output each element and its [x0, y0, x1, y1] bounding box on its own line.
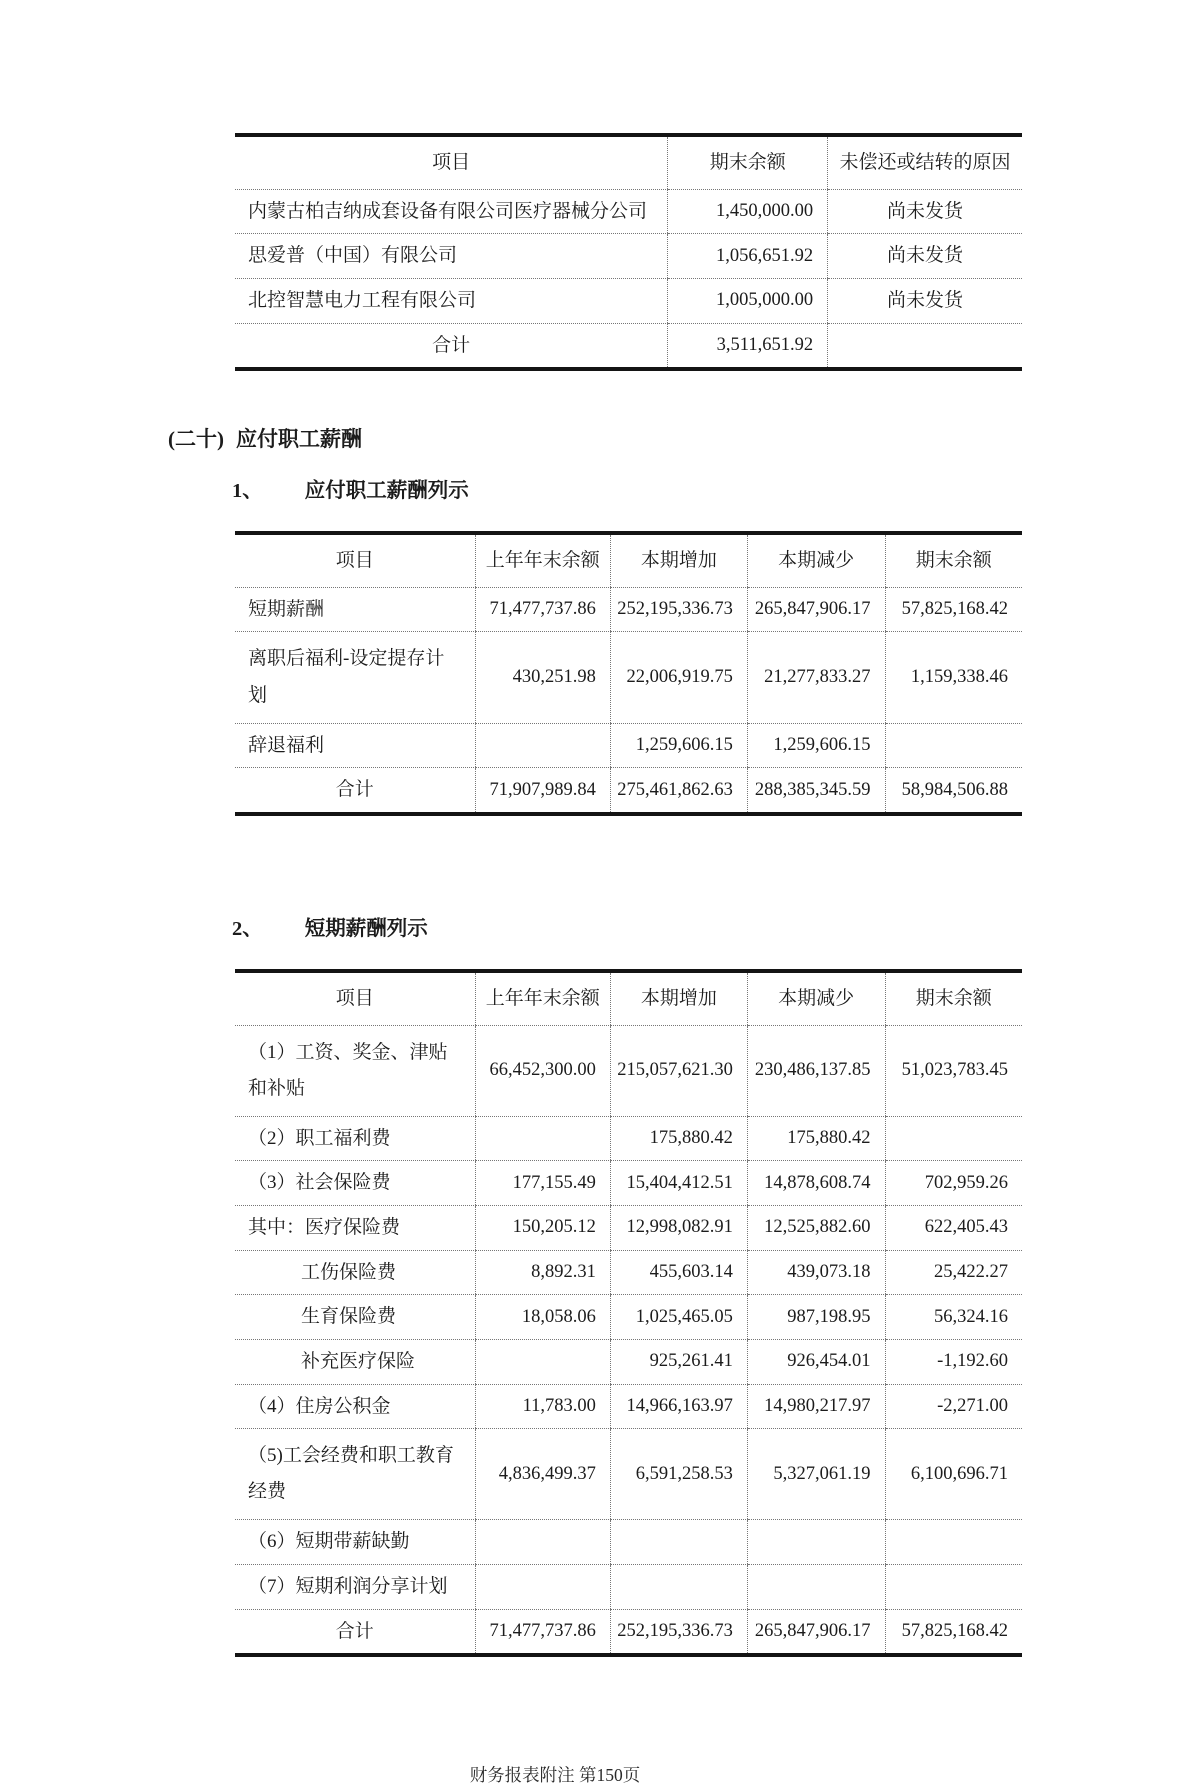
header-row: [235, 533, 1022, 587]
total-row: [235, 768, 1022, 814]
item-cell: 其中：医疗保险费: [235, 1206, 475, 1251]
col-header-item: 项目: [235, 971, 475, 1025]
item-cell: 辞退福利: [235, 723, 475, 768]
total-closing-cell: 57,825,168.42: [885, 1609, 1022, 1655]
closing-cell: 6,100,696.71: [885, 1429, 1022, 1520]
unpaid-advances-table: [235, 133, 1022, 371]
opening-cell: [475, 1520, 610, 1565]
decrease-cell: 21,277,833.27: [747, 632, 885, 723]
table-row: [235, 723, 1022, 768]
col-header-increase: 本期增加: [610, 971, 747, 1025]
closing-cell: -1,192.60: [885, 1339, 1022, 1384]
table-row: [235, 1429, 1022, 1520]
decrease-cell: 230,486,137.85: [747, 1025, 885, 1116]
item-cell: （7）短期利润分享计划: [235, 1565, 475, 1610]
opening-cell: [475, 1116, 610, 1161]
closing-cell: 1,159,338.46: [885, 632, 1022, 723]
closing-cell: [885, 1565, 1022, 1610]
decrease-cell: 5,327,061.19: [747, 1429, 885, 1520]
table-row: [235, 1384, 1022, 1429]
increase-cell: 455,603.14: [610, 1250, 747, 1295]
opening-cell: 18,058.06: [475, 1295, 610, 1340]
reason-cell: 尚未发货: [828, 234, 1022, 279]
section-heading: [168, 423, 1200, 453]
col-header-item: 项目: [235, 135, 668, 189]
item-cell: （4）住房公积金: [235, 1384, 475, 1429]
item-cell: 补充医疗保险: [235, 1339, 475, 1384]
table-row: [235, 189, 1022, 234]
increase-cell: 1,259,606.15: [610, 723, 747, 768]
table-row: [235, 1339, 1022, 1384]
opening-cell: [475, 1565, 610, 1610]
total-row: [235, 1609, 1022, 1655]
table-row: [235, 632, 1022, 723]
total-row: [235, 323, 1022, 369]
decrease-cell: 439,073.18: [747, 1250, 885, 1295]
table-row: [235, 278, 1022, 323]
table-row: [235, 1565, 1022, 1610]
table-row: [235, 1206, 1022, 1251]
increase-cell: 925,261.41: [610, 1339, 747, 1384]
opening-cell: 150,205.12: [475, 1206, 610, 1251]
decrease-cell: 1,259,606.15: [747, 723, 885, 768]
total-reason-cell: [828, 323, 1022, 369]
increase-cell: [610, 1520, 747, 1565]
closing-cell: -2,271.00: [885, 1384, 1022, 1429]
increase-cell: 252,195,336.73: [610, 587, 747, 632]
opening-cell: 4,836,499.37: [475, 1429, 610, 1520]
opening-cell: 66,452,300.00: [475, 1025, 610, 1116]
col-header-decrease: 本期减少: [747, 533, 885, 587]
section-title: 应付职工薪酬: [236, 427, 362, 452]
increase-cell: 12,998,082.91: [610, 1206, 747, 1251]
table-row: [235, 1025, 1022, 1116]
closing-cell: 702,959.26: [885, 1161, 1022, 1206]
closing-cell: [885, 723, 1022, 768]
col-header-item: 项目: [235, 533, 475, 587]
opening-cell: 430,251.98: [475, 632, 610, 723]
col-header-opening: 上年年末余额: [475, 533, 610, 587]
total-label-cell: 合计: [235, 323, 668, 369]
closing-cell: 25,422.27: [885, 1250, 1022, 1295]
header-row: [235, 135, 1022, 189]
increase-cell: 15,404,412.51: [610, 1161, 747, 1206]
opening-cell: 8,892.31: [475, 1250, 610, 1295]
page-footer: 财务报表附注 第150页: [469, 1765, 641, 1786]
payroll-payable-table: [235, 531, 1022, 816]
table-row: [235, 1250, 1022, 1295]
subsection-1-number: 1、: [232, 480, 263, 503]
closing-cell: [885, 1520, 1022, 1565]
total-decrease-cell: 265,847,906.17: [747, 1609, 885, 1655]
table-row: [235, 1295, 1022, 1340]
decrease-cell: 14,878,608.74: [747, 1161, 885, 1206]
table-row: [235, 1520, 1022, 1565]
item-cell: 北控智慧电力工程有限公司: [235, 278, 668, 323]
item-cell: 短期薪酬: [235, 587, 475, 632]
reason-cell: 尚未发货: [828, 189, 1022, 234]
item-cell: （6）短期带薪缺勤: [235, 1520, 475, 1565]
increase-cell: 22,006,919.75: [610, 632, 747, 723]
item-cell: （1）工资、奖金、津贴和补贴: [235, 1025, 475, 1116]
col-header-reason: 未偿还或结转的原因: [828, 135, 1022, 189]
section-number: (二十): [168, 427, 224, 452]
opening-cell: 11,783.00: [475, 1384, 610, 1429]
total-balance-cell: 3,511,651.92: [668, 323, 828, 369]
item-cell: 内蒙古柏吉纳成套设备有限公司医疗器械分公司: [235, 189, 668, 234]
total-label-cell: 合计: [235, 1609, 475, 1655]
balance-cell: 1,005,000.00: [668, 278, 828, 323]
item-cell: 离职后福利-设定提存计划: [235, 632, 475, 723]
table-row: [235, 1116, 1022, 1161]
increase-cell: 14,966,163.97: [610, 1384, 747, 1429]
total-label-cell: 合计: [235, 768, 475, 814]
item-cell: 工伤保险费: [235, 1250, 475, 1295]
balance-cell: 1,450,000.00: [668, 189, 828, 234]
total-closing-cell: 58,984,506.88: [885, 768, 1022, 814]
decrease-cell: 175,880.42: [747, 1116, 885, 1161]
total-increase-cell: 252,195,336.73: [610, 1609, 747, 1655]
decrease-cell: [747, 1520, 885, 1565]
item-cell: （3）社会保险费: [235, 1161, 475, 1206]
subsection-2-number: 2、: [232, 917, 263, 940]
closing-cell: 56,324.16: [885, 1295, 1022, 1340]
opening-cell: 71,477,737.86: [475, 587, 610, 632]
header-row: [235, 971, 1022, 1025]
total-decrease-cell: 288,385,345.59: [747, 768, 885, 814]
item-cell: （5)工会经费和职工教育经费: [235, 1429, 475, 1520]
closing-cell: 51,023,783.45: [885, 1025, 1022, 1116]
reason-cell: 尚未发货: [828, 278, 1022, 323]
opening-cell: 177,155.49: [475, 1161, 610, 1206]
decrease-cell: [747, 1565, 885, 1610]
col-header-ending-balance: 期末余额: [668, 135, 828, 189]
col-header-increase: 本期增加: [610, 533, 747, 587]
increase-cell: 215,057,621.30: [610, 1025, 747, 1116]
closing-cell: 622,405.43: [885, 1206, 1022, 1251]
subsection-1-title: 应付职工薪酬列示: [304, 480, 469, 503]
subsection-1-heading: [232, 473, 1200, 503]
increase-cell: 1,025,465.05: [610, 1295, 747, 1340]
total-increase-cell: 275,461,862.63: [610, 768, 747, 814]
col-header-decrease: 本期减少: [747, 971, 885, 1025]
col-header-closing: 期末余额: [885, 971, 1022, 1025]
item-cell: （2）职工福利费: [235, 1116, 475, 1161]
increase-cell: 6,591,258.53: [610, 1429, 747, 1520]
subsection-2-heading: [232, 911, 1200, 941]
table-row: [235, 234, 1022, 279]
short-term-pay-table: [235, 969, 1022, 1657]
opening-cell: [475, 1339, 610, 1384]
item-cell: 思爱普（中国）有限公司: [235, 234, 668, 279]
total-opening-cell: 71,477,737.86: [475, 1609, 610, 1655]
increase-cell: [610, 1565, 747, 1610]
decrease-cell: 14,980,217.97: [747, 1384, 885, 1429]
col-header-opening: 上年年末余额: [475, 971, 610, 1025]
decrease-cell: 12,525,882.60: [747, 1206, 885, 1251]
subsection-2-title: 短期薪酬列示: [304, 917, 428, 940]
decrease-cell: 987,198.95: [747, 1295, 885, 1340]
decrease-cell: 265,847,906.17: [747, 587, 885, 632]
item-cell: 生育保险费: [235, 1295, 475, 1340]
opening-cell: [475, 723, 610, 768]
closing-cell: 57,825,168.42: [885, 587, 1022, 632]
decrease-cell: 926,454.01: [747, 1339, 885, 1384]
col-header-closing: 期末余额: [885, 533, 1022, 587]
balance-cell: 1,056,651.92: [668, 234, 828, 279]
closing-cell: [885, 1116, 1022, 1161]
total-opening-cell: 71,907,989.84: [475, 768, 610, 814]
table-row: [235, 587, 1022, 632]
table-row: [235, 1161, 1022, 1206]
increase-cell: 175,880.42: [610, 1116, 747, 1161]
